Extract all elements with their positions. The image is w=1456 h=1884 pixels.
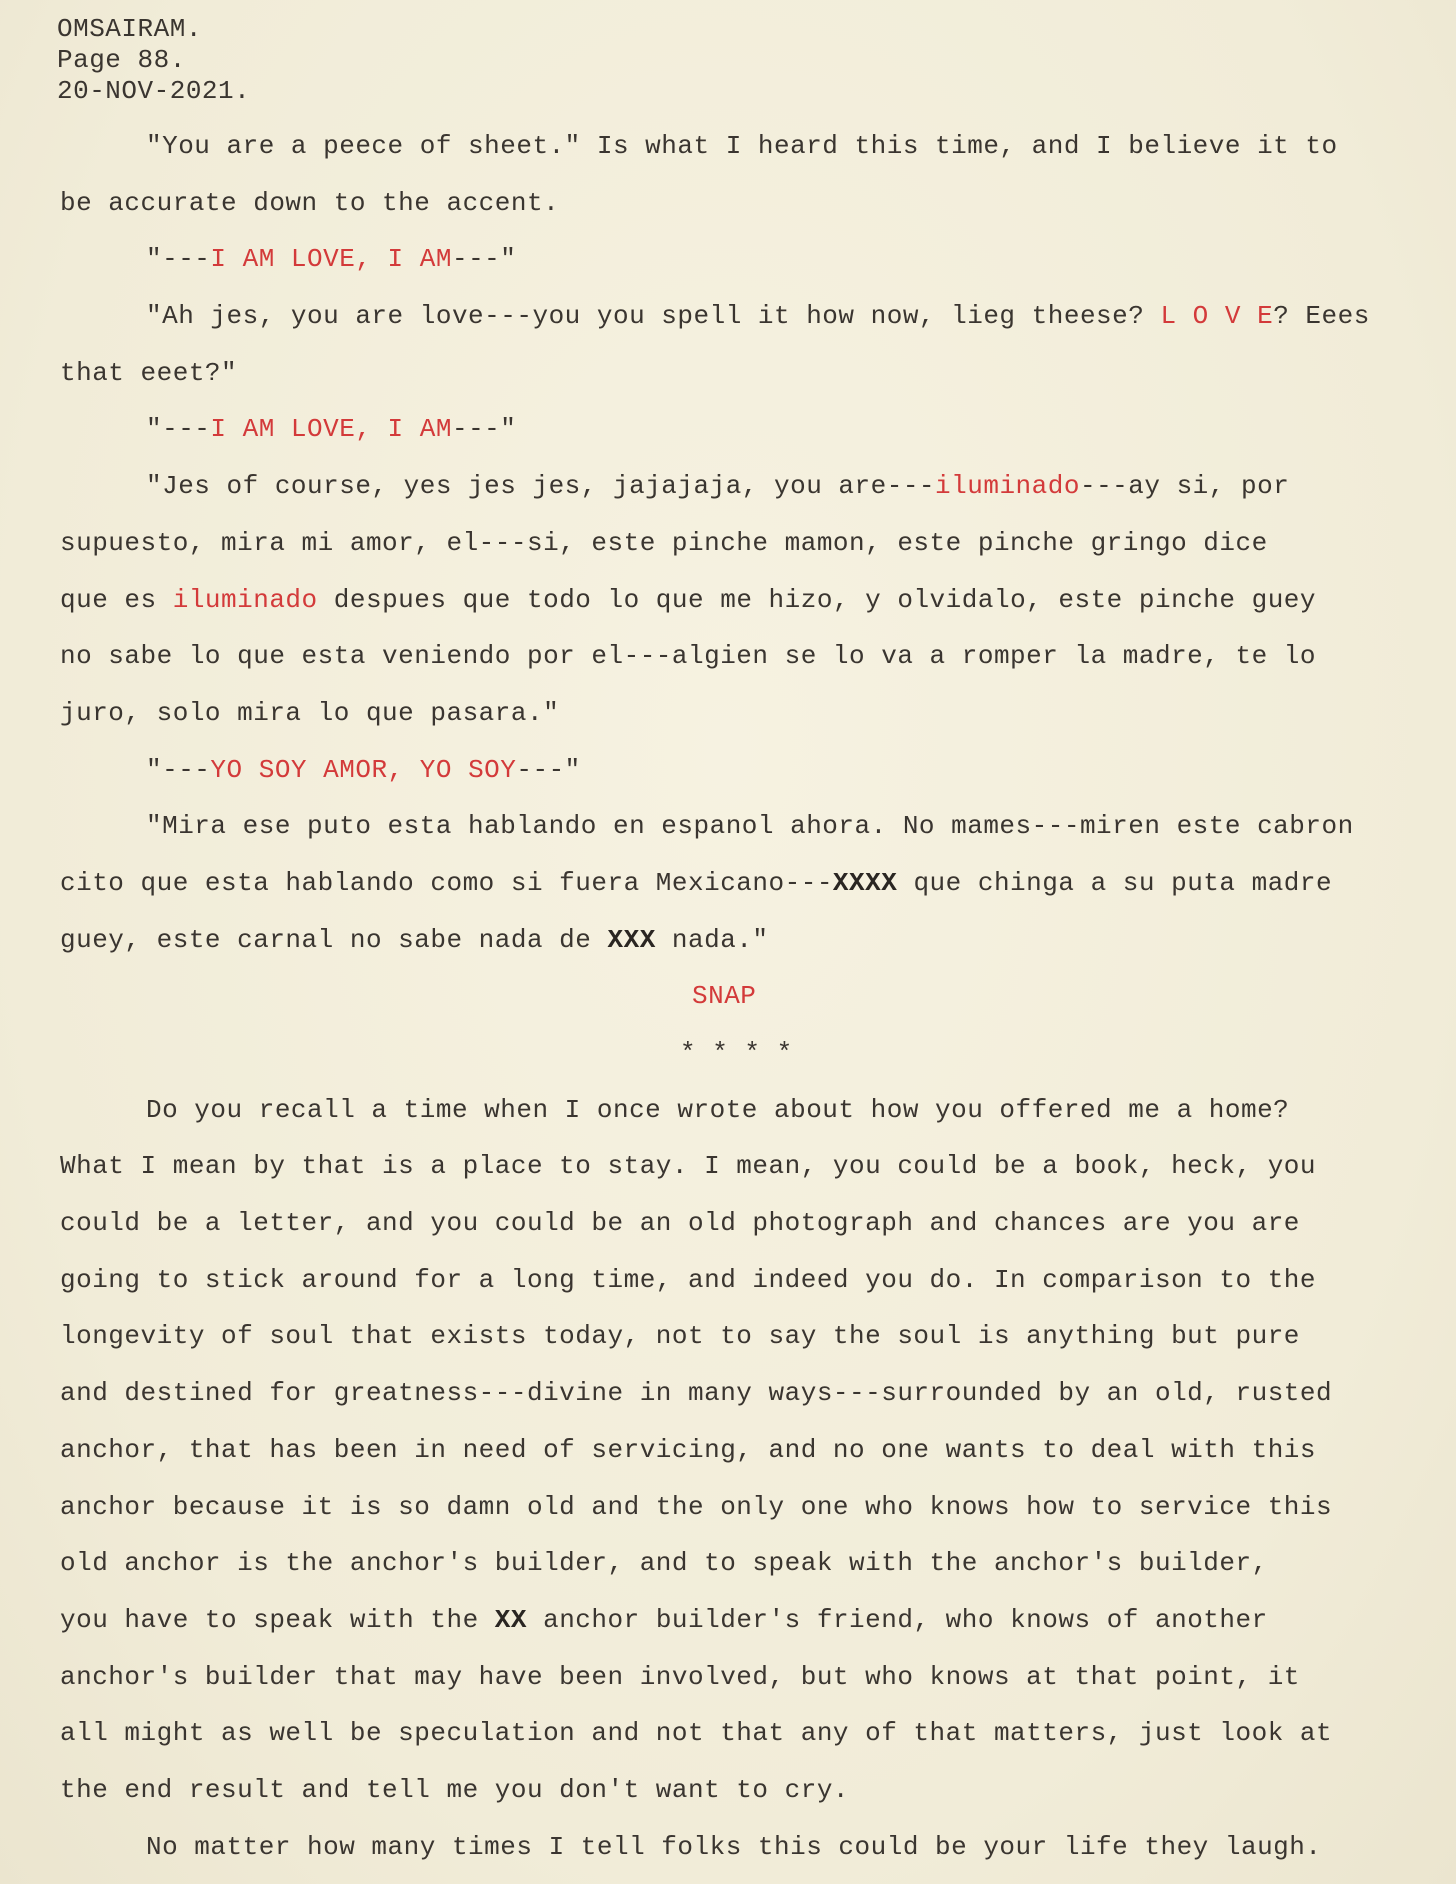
text-segment: "You are a peece of sheet." Is what I heard this time, and I believe it to bbox=[146, 131, 1338, 161]
text-segment: "Ah jes, you are love---you you spell it how now, lieg theese? bbox=[146, 301, 1161, 332]
struck-out-text: XX bbox=[494, 1604, 527, 1635]
text-segment: "--- bbox=[146, 754, 211, 785]
header-date: 20-NOV-2021. bbox=[57, 76, 251, 106]
text-line bbox=[60, 1195, 1450, 1252]
text-line bbox=[60, 1535, 1450, 1592]
text-line bbox=[60, 1705, 1450, 1762]
header-title: OMSAIRAM. bbox=[57, 14, 202, 44]
text-segment: anchor because it is so damn old and the only one who knows how to service this bbox=[60, 1491, 1333, 1522]
text-line bbox=[60, 1762, 1450, 1819]
text-segment: "--- bbox=[146, 244, 211, 275]
text-segment: "Jes of course, yes jes jes, jajajaja, you are--- bbox=[146, 471, 936, 502]
text-segment: the end result and tell me you don't want to cry. bbox=[60, 1774, 850, 1805]
text-segment: que es bbox=[60, 584, 173, 615]
page-body bbox=[60, 118, 1450, 1875]
text-segment: despues que todo lo que me hizo, y olvidalo, este pinche guey bbox=[317, 584, 1317, 615]
text-line bbox=[60, 118, 1450, 175]
struck-out-text: XXX bbox=[607, 924, 656, 955]
section-divider bbox=[60, 1025, 1450, 1082]
text-line bbox=[60, 1082, 1450, 1139]
text-segment: longevity of soul that exists today, not to say the soul is anything but pure bbox=[60, 1321, 1300, 1352]
text-segment: going to stick around for a long time, and indeed you do. In comparison to the bbox=[60, 1264, 1316, 1295]
text-line bbox=[60, 798, 1450, 855]
text-line bbox=[60, 572, 1450, 629]
text-segment: * * * * bbox=[680, 1038, 793, 1068]
text-segment: No matter how many times I tell folks this could be your life they laugh. bbox=[146, 1831, 1322, 1862]
text-line bbox=[60, 1592, 1450, 1649]
red-ink-text: YO SOY AMOR, YO SOY bbox=[210, 754, 517, 785]
struck-out-text: XXXX bbox=[832, 867, 898, 898]
text-segment: "--- bbox=[146, 414, 211, 445]
red-ink-text: iluminado bbox=[172, 584, 318, 615]
text-line bbox=[60, 401, 1450, 458]
text-line bbox=[60, 742, 1450, 799]
text-segment: nada." bbox=[655, 924, 769, 955]
text-segment: ? Eees bbox=[1273, 301, 1370, 332]
red-ink-text: I AM LOVE, I AM bbox=[210, 244, 452, 275]
text-segment: could be a letter, and you could be an old photograph and chances are you are bbox=[60, 1208, 1300, 1239]
text-segment: no sabe lo que esta veniendo por el---algien se lo va a romper la madre, te lo bbox=[60, 641, 1316, 672]
page-header bbox=[57, 14, 250, 107]
red-ink-text: SNAP bbox=[692, 981, 757, 1012]
text-line bbox=[60, 1252, 1450, 1309]
text-segment: guey, este carnal no sabe nada de bbox=[60, 924, 608, 955]
snap-heading bbox=[60, 968, 1450, 1025]
text-line bbox=[60, 1649, 1450, 1706]
red-ink-text: I AM LOVE, I AM bbox=[210, 414, 452, 445]
text-segment: ---" bbox=[516, 754, 581, 785]
red-ink-text: iluminado bbox=[935, 471, 1080, 502]
text-segment: all might as well be speculation and not that any of that matters, just look at bbox=[60, 1718, 1333, 1749]
text-line bbox=[60, 175, 1450, 232]
text-segment: que chinga a su puta madre bbox=[897, 867, 1333, 898]
text-segment: ---ay si, por bbox=[1079, 471, 1290, 502]
text-line bbox=[60, 855, 1450, 912]
text-line bbox=[60, 1479, 1450, 1536]
text-line bbox=[60, 231, 1450, 288]
text-line bbox=[60, 1365, 1450, 1422]
text-segment: ---" bbox=[451, 244, 517, 275]
text-line bbox=[60, 628, 1450, 685]
text-segment: be accurate down to the accent. bbox=[60, 187, 560, 218]
text-segment: anchor's builder that may have been involved, but who knows at that point, it bbox=[60, 1661, 1300, 1692]
text-segment: anchor, that has been in need of servicing, and no one wants to deal with this bbox=[60, 1434, 1316, 1465]
text-line bbox=[60, 912, 1450, 969]
text-segment: What I mean by that is a place to stay. I mean, you could be a book, heck, you bbox=[60, 1151, 1316, 1182]
text-segment: cito que esta hablando como si fuera Mexicano--- bbox=[60, 867, 833, 898]
text-segment: Do you recall a time when I once wrote about how you offered me a home? bbox=[146, 1094, 1290, 1125]
text-segment: and destined for greatness---divine in many ways---surrounded by an old, rusted bbox=[60, 1378, 1333, 1409]
text-line bbox=[60, 1308, 1450, 1365]
text-line bbox=[60, 685, 1450, 742]
text-segment: ---" bbox=[451, 414, 517, 445]
header-page-number: Page 88. bbox=[57, 45, 186, 75]
text-segment: juro, solo mira lo que pasara." bbox=[60, 697, 560, 728]
text-segment: old anchor is the anchor's builder, and to speak with the anchor's builder, bbox=[60, 1548, 1268, 1579]
text-line bbox=[60, 1422, 1450, 1479]
text-segment: anchor builder's friend, who knows of another bbox=[527, 1604, 1268, 1635]
text-line bbox=[60, 515, 1450, 572]
text-segment: you have to speak with the bbox=[60, 1604, 495, 1635]
text-line bbox=[60, 345, 1450, 402]
text-line bbox=[60, 1138, 1450, 1195]
text-line bbox=[60, 458, 1450, 515]
red-ink-text: L O V E bbox=[1160, 301, 1274, 332]
text-segment: "Mira ese puto esta hablando en espanol ahora. No mames---miren este cabron bbox=[146, 811, 1354, 842]
text-line bbox=[60, 1819, 1450, 1876]
text-segment: supuesto, mira mi amor, el---si, este pinche mamon, este pinche gringo dice bbox=[60, 527, 1268, 558]
text-segment: that eeet?" bbox=[60, 357, 238, 388]
text-line bbox=[60, 288, 1450, 345]
